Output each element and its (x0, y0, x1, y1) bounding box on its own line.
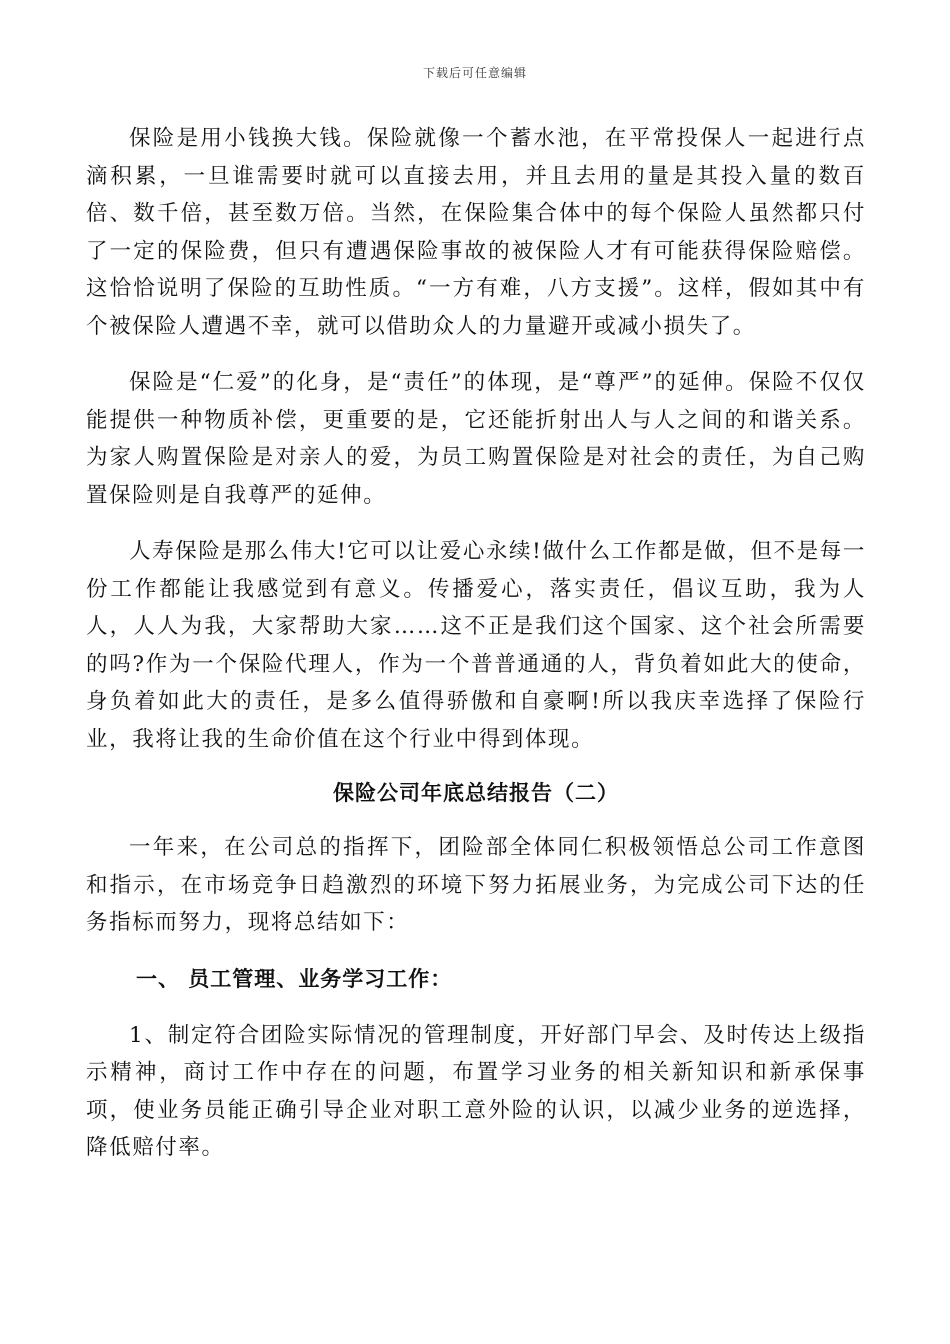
paragraph-insurance-love: 保险是“仁爱”的化身，是“责任”的体现，是“尊严”的延伸。保险不仅仅能提供一种物质补偿，更重要的是，它还能折射出人与人之间的和谐关系。为家人购置保险是对亲人的爱，为员工购置保险是对社会的责任，为自己购置保险则是自我尊严的延伸。 (86, 370, 866, 508)
section-heading-1: 一、 员工管理、业务学习工作： (136, 966, 453, 991)
document-body (86, 120, 866, 1167)
intro-paragraph: 一年来，在公司总的指挥下，团险部全体同仁积极领悟总公司工作意图和指示，在市场竞争日趋激烈的环境下努力拓展业务，为完成公司下达的任务指标而努力，现将总结如下： (86, 835, 866, 935)
paragraph-insurance-reservoir: 保险是用小钱换大钱。保险就像一个蓄水池，在平常投保人一起进行点滴积累，一旦谁需要时就可以直接去用，并且去用的量是其投入量的数百倍、数千倍，甚至数万倍。当然，在保险集合体中的每个保险人虽然都只付了一定的保险费，但只有遭遇保险事故的被保险人才有可能获得保险赔偿。这恰恰说明了保险的互助性质。“一方有难，八方支援”。这样，假如其中有个被保险人遭遇不幸，就可以借助众人的力量避开或减小损失了。 (86, 126, 866, 339)
list-item-1: 1、制定符合团险实际情况的管理制度，开好部门早会、及时传达上级指示精神，商讨工作中存在的问题，布置学习业务的相关新知识和新承保事项，使业务员能正确引导企业对职工意外险的认识，以减少业务的逆选择，降低赔付率。 (86, 1022, 866, 1160)
header-note: 下载后可任意编辑 (422, 66, 527, 80)
paragraph-life-insurance: 人寿保险是那么伟大!它可以让爱心永续!做什么工作都是做，但不是每一份工作都能让我感觉到有意义。传播爱心，落实责任，倡议互助，我为人人，人人为我，大家帮助大家……这不正是我们这个国家、这个社会所需要的吗?作为一个保险代理人，作为一个普普通通的人，背负着如此大的使命，身负着如此大的责任，是多么值得骄傲和自豪啊!所以我庆幸选择了保险行业，我将让我的生命价值在这个行业中得到体现。 (86, 539, 866, 752)
section-title: 保险公司年底总结报告（二） (333, 781, 619, 805)
